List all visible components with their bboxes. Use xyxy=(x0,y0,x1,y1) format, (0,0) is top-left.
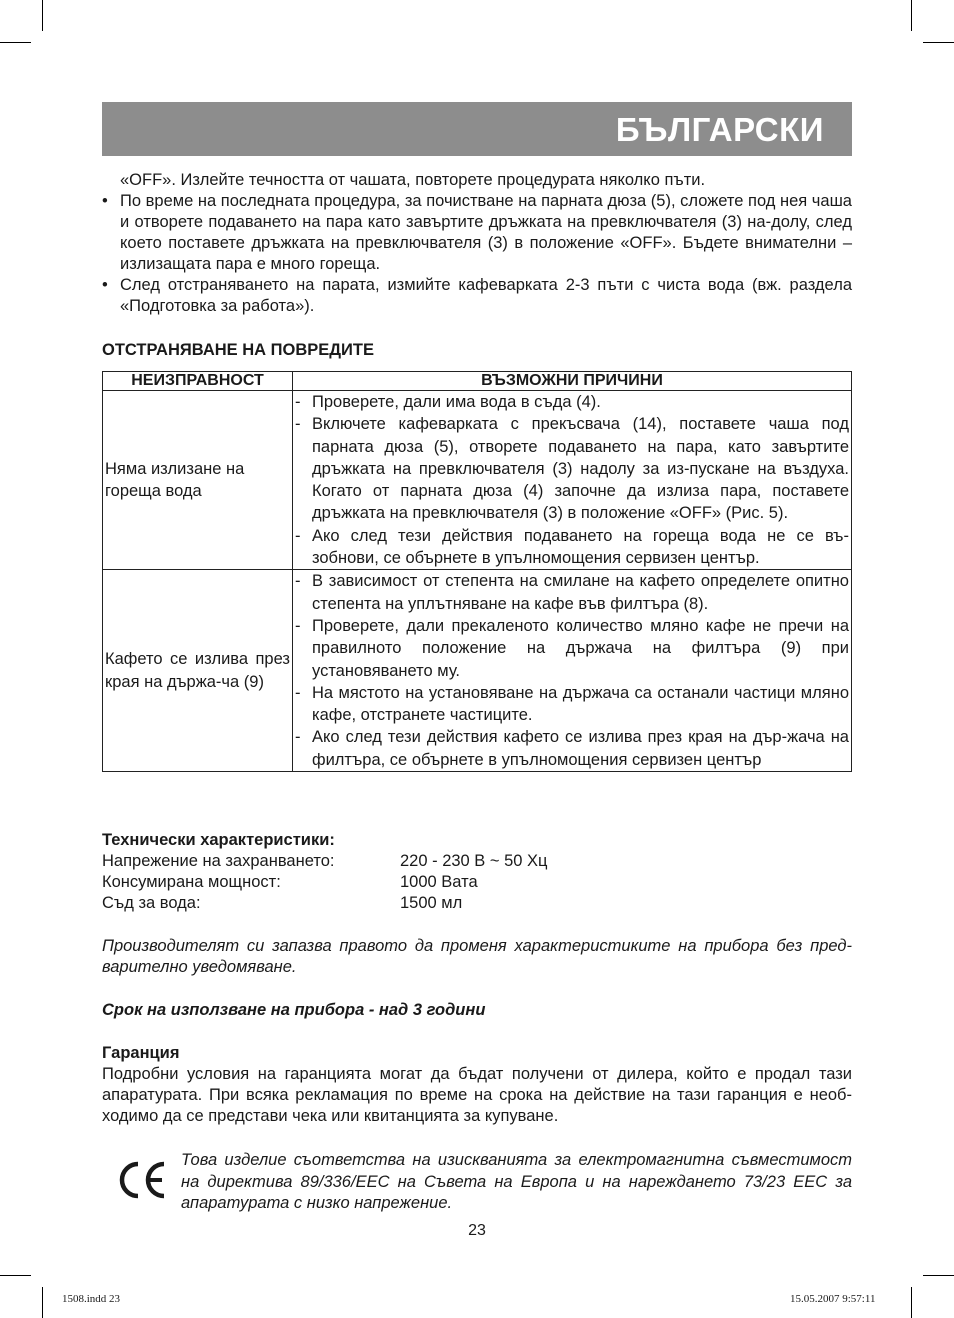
cause-item xyxy=(295,525,849,570)
bullet-text: След отстраняването на парата, измийте кафеварката 2-3 пъти с чиста вода (вж. раздела «Подготовка за работа»). xyxy=(120,276,852,315)
list-item xyxy=(102,191,852,275)
bullet-text: По време на последната процедура, за почистване на парната дюза (5), сложете под нея чаша и отворете подаването на пара като завъртите дръжката на превключвателя (3) на-долу, след което поставете дръжката на превключвателя (3) в положение «OFF». Бъдете внимателни – излизащата пара е много гореща. xyxy=(120,192,852,273)
dash-symbol: - xyxy=(295,683,301,702)
intro-continuation: «OFF». Излейте течността от чашата, повторете процедурата няколко пъти. xyxy=(120,171,706,189)
spec-label: Консумирана мощност: xyxy=(102,873,281,891)
dash-symbol: - xyxy=(295,526,301,545)
spec-label: Съд за вода: xyxy=(102,894,201,912)
specs-section xyxy=(102,830,852,914)
crop-mark xyxy=(0,42,31,43)
spec-label: Напрежение на захранването: xyxy=(102,852,335,870)
cause-item xyxy=(295,615,849,682)
column-header-causes: ВЪЗМОЖНИ ПРИЧИНИ xyxy=(293,372,852,391)
ce-compliance-text: Това изделие съответства на изискванията за електромагнитна съвместимост на директива 89/336/ЕЕС на Съвета на Европа и на нареждането 73/23 ЕЕС за апаратурата с низко напрежение. xyxy=(181,1151,852,1212)
warranty-section xyxy=(102,1043,852,1127)
language-header-bar xyxy=(102,102,852,156)
table-row xyxy=(103,570,852,772)
dash-symbol: - xyxy=(295,415,301,434)
spec-value: 220 - 230 В ~ 50 Хц xyxy=(400,852,548,870)
specs-title: Технически характеристики: xyxy=(102,831,335,849)
ce-mark-icon xyxy=(116,1160,168,1200)
manufacturer-notice: Производителят си запазва правото да променя характеристиките на прибора без пред-варително уведомяване. xyxy=(102,937,852,976)
cause-item xyxy=(295,391,849,413)
crop-mark xyxy=(923,1275,954,1276)
spec-row xyxy=(102,851,852,872)
cause-item xyxy=(295,682,849,727)
table-row xyxy=(103,391,852,570)
bullet-symbol: • xyxy=(102,276,108,294)
slug-timestamp: 15.05.2007 9:57:11 xyxy=(790,1293,876,1305)
fault-cell: Няма излизане на гореща вода xyxy=(103,391,293,570)
cause-item xyxy=(295,570,849,615)
column-header-fault: НЕИЗПРАВНОСТ xyxy=(103,372,293,391)
dash-symbol: - xyxy=(295,616,301,635)
table-header-row xyxy=(103,372,852,391)
warranty-title: Гаранция xyxy=(102,1044,180,1062)
slug-file: 1508.indd 23 xyxy=(62,1293,121,1305)
crop-mark xyxy=(911,0,912,31)
dash-symbol: - xyxy=(295,393,301,411)
language-title: БЪЛГАРСКИ xyxy=(615,111,824,148)
troubleshooting-table xyxy=(102,371,852,772)
intro-section xyxy=(102,170,852,317)
crop-mark xyxy=(42,1287,43,1318)
warranty-text: Подробни условия на гаранцията могат да бъдат получени от дилера, който е продал тази апаратурата. При всяка рекламация по време на срока на действие на тази гаранция е необ-ходимо да се представи чека или квитанцията за купуване. xyxy=(102,1065,852,1125)
spec-value: 1000 Вата xyxy=(400,873,478,891)
causes-cell xyxy=(293,570,852,772)
dash-symbol: - xyxy=(295,572,301,591)
spec-row xyxy=(102,893,852,914)
crop-mark xyxy=(911,1287,912,1318)
troubleshooting-heading: ОТСТРАНЯВАНЕ НА ПОВРЕДИТЕ xyxy=(102,341,374,359)
spec-value: 1500 мл xyxy=(400,894,463,912)
crop-mark xyxy=(42,0,43,31)
fault-cell: Кафето се излива през края на държа-ча (9) xyxy=(103,570,293,772)
cause-text: Проверете, дали прекаленото количество мляно кафе не пречи на правилното положение на държача на филтъра (9) при установяването му. xyxy=(312,616,849,680)
service-life-note: Срок на използване на прибора - над 3 години xyxy=(102,1001,486,1019)
cause-item xyxy=(295,413,849,524)
cause-text: В зависимост от степента на смилане на кафето определете опитно степента на уплътняване на кафе във филтъра (8). xyxy=(312,572,849,613)
cause-text: Ако след тези действия подаването на гореща вода не се въ-зобнови, се обърнете в упълномощения сервизен център. xyxy=(312,526,849,568)
cause-text: На мястото на установяване на държача са останали частици мляно кафе, отстранете частиците. xyxy=(312,683,849,725)
crop-mark xyxy=(0,1275,31,1276)
page-number: 23 xyxy=(468,1222,486,1239)
cause-text: Проверете, дали има вода в съда (4). xyxy=(312,393,601,411)
causes-cell xyxy=(293,391,852,570)
cause-text: Включете кафеварката с прекъсвача (14), поставете чаша под парната дюза (5), отворете подаването на пара, като завъртите дръжката на превключвателя (3) надолу за из-пускане на въздуха. Когато от парната дюза (4) започне да излиза пара, поставете дръжката на превключвателя (3) в положение «OFF» (Рис. 5). xyxy=(312,415,849,523)
crop-mark xyxy=(923,42,954,43)
bullet-symbol: • xyxy=(102,192,108,210)
cause-item xyxy=(295,726,849,771)
dash-symbol: - xyxy=(295,728,301,747)
spec-row xyxy=(102,872,852,893)
cause-text: Ако след тези действия кафето се излива през края на дър-жача на филтъра, се обърнете в упълномощения сервизен център xyxy=(312,728,849,769)
list-item xyxy=(102,275,852,317)
